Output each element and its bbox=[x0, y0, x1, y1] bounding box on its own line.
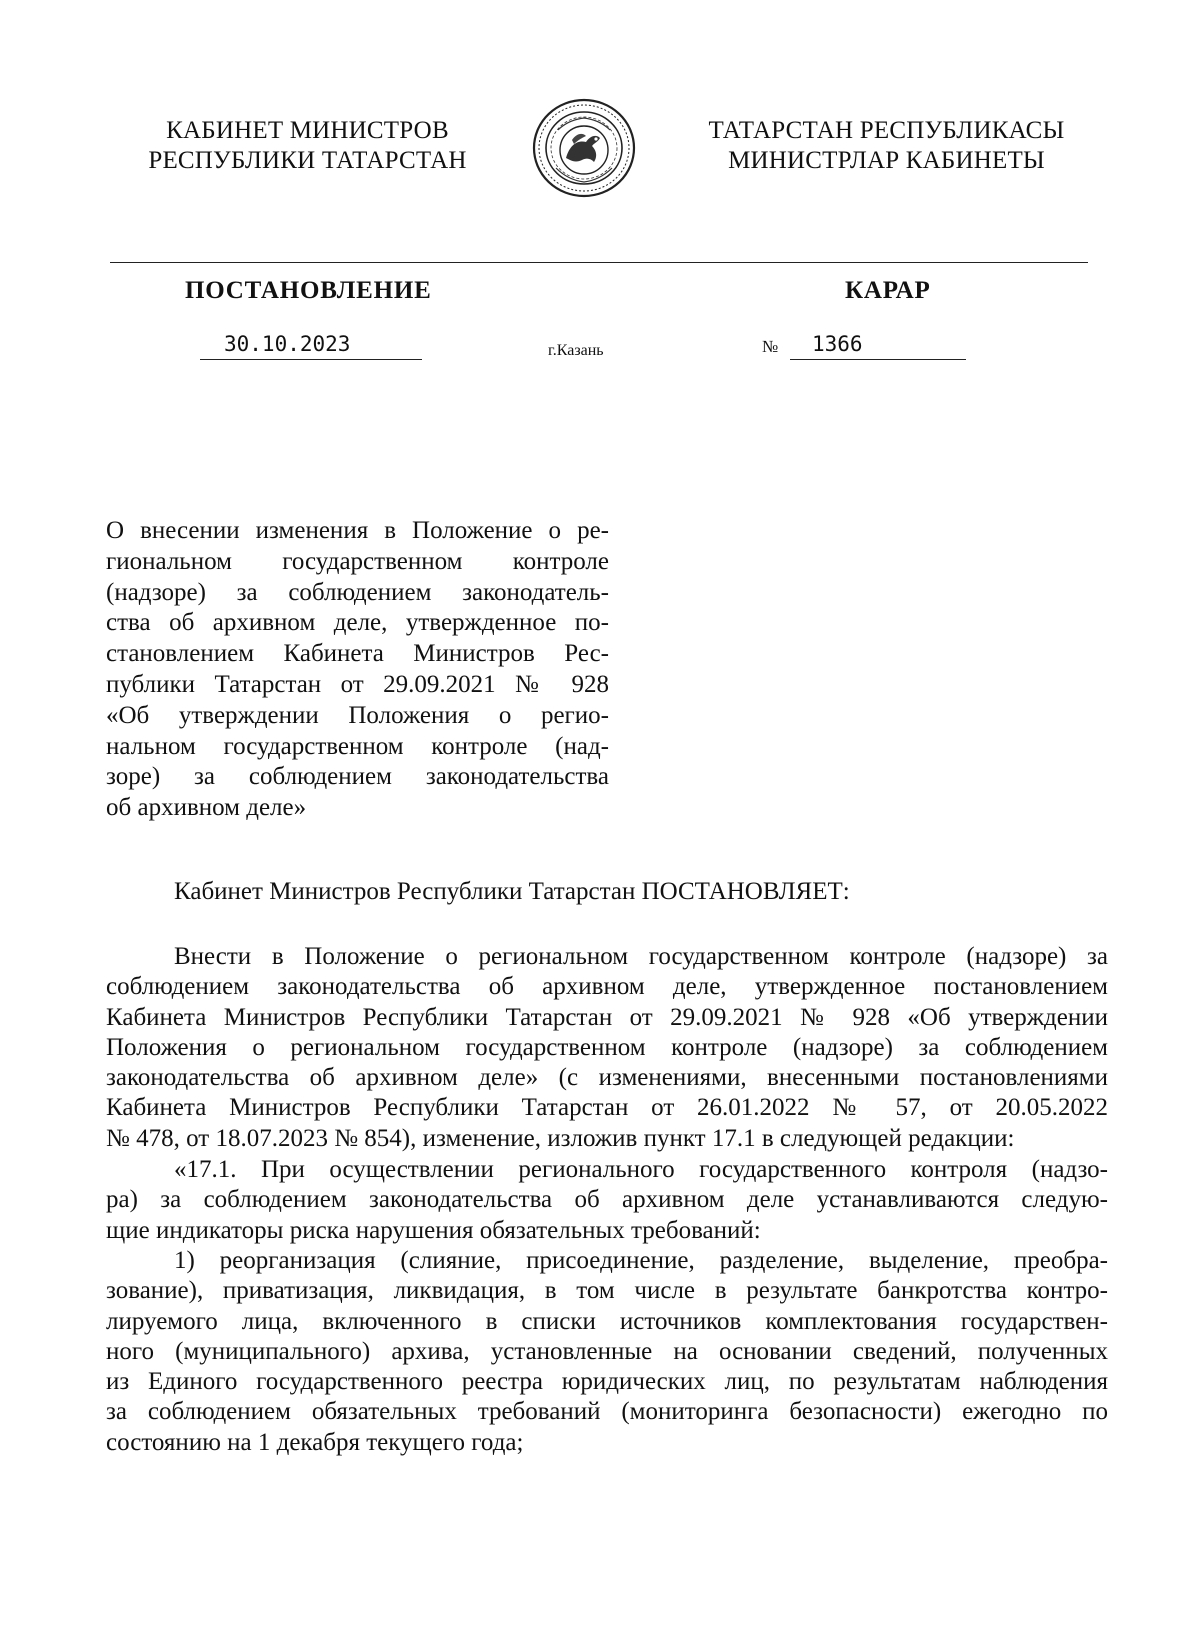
header-divider bbox=[110, 262, 1088, 263]
paragraph-line: из Единого государственного реестра юридических лиц, по результатам наблюдения bbox=[106, 1368, 1108, 1396]
paragraph-item-1 bbox=[106, 1246, 1108, 1458]
subject-line: О внесении изменения в Положение о ре- bbox=[106, 517, 609, 544]
paragraph-line: Кабинета Министров Республики Татарстан от 29.09.2021 № 928 «Об утверждении bbox=[106, 1003, 1108, 1031]
issuer-line: МИНИСТРЛАР КАБИНЕТЫ bbox=[728, 147, 1045, 174]
document-type-tatar: КАРАР bbox=[845, 277, 931, 304]
subject-line: зоре) за соблюдением законодательства bbox=[106, 763, 609, 791]
date-field bbox=[200, 333, 422, 360]
subject-line: гиональном государственном контроле bbox=[106, 547, 609, 575]
subject-line: ства об архивном деле, утвержденное по- bbox=[106, 609, 609, 637]
issuer-name-tatar bbox=[664, 116, 1109, 176]
document-type-russian: ПОСТАНОВЛЕНИЕ bbox=[185, 277, 432, 304]
subject-line: «Об утверждении Положения о регио- bbox=[106, 701, 609, 729]
subject-line: нальном государственном контроле (над- bbox=[106, 732, 609, 760]
paragraph-line: зование), приватизация, ликвидация, в том числе в результате банкротства контро- bbox=[106, 1277, 1108, 1305]
document-subject bbox=[106, 516, 609, 824]
paragraph-line: Внести в Положение о региональном государственном контроле (надзоре) за bbox=[174, 943, 1108, 970]
issuer-line: РЕСПУБЛИКИ ТАТАРСТАН bbox=[148, 147, 467, 174]
paragraph-amendment bbox=[106, 942, 1108, 1154]
paragraph-line: 1) реорганизация (слияние, присоединение, разделение, выделение, преобра- bbox=[174, 1247, 1108, 1274]
paragraph-line: ного (муниципального) архива, установленные на основании сведений, полученных bbox=[106, 1337, 1108, 1365]
paragraph-line: щие индикаторы риска нарушения обязательных требований: bbox=[106, 1216, 761, 1244]
issuer-name-russian bbox=[110, 116, 505, 176]
subject-line: публики Татарстан от 29.09.2021 № 928 bbox=[106, 670, 609, 698]
subject-line: об архивном деле» bbox=[106, 794, 307, 822]
paragraph-line: Кабинета Министров Республики Татарстан от 26.01.2022 № 57, от 20.05.2022 bbox=[106, 1094, 1108, 1122]
paragraph-line: ра) за соблюдением законодательства об архивном деле устанавливаются следую- bbox=[106, 1186, 1108, 1214]
paragraph-line: за соблюдением обязательных требований (мониторинга безопасности) ежегодно по bbox=[106, 1398, 1108, 1426]
paragraph-line: законодательства об архивном деле» (с изменениями, внесенными постановлениями bbox=[106, 1064, 1108, 1092]
preamble: Кабинет Министров Республики Татарстан ПОСТАНОВЛЯЕТ: bbox=[174, 878, 850, 905]
paragraph-line: № 478, от 18.07.2023 № 854), изменение, изложив пункт 17.1 в следующей редакции: bbox=[106, 1124, 1015, 1152]
city-label: г.Казань bbox=[548, 342, 604, 359]
number-label: № bbox=[762, 337, 779, 356]
issuer-line: КАБИНЕТ МИНИСТРОВ bbox=[166, 117, 449, 144]
paragraph-line: Положения о региональном государственном контроле (надзоре) за соблюдением bbox=[106, 1033, 1108, 1061]
coat-of-arms-seal-icon bbox=[528, 96, 640, 200]
paragraph-line: лируемого лица, включенного в списки источников комплектования государствен- bbox=[106, 1307, 1108, 1335]
subject-line: становлением Кабинета Министров Рес- bbox=[106, 640, 609, 668]
issuer-line: ТАТАРСТАН РЕСПУБЛИКАСЫ bbox=[708, 117, 1065, 144]
paragraph-line: соблюдением законодательства об архивном деле, утвержденное постановлением bbox=[106, 973, 1108, 1001]
subject-line: (надзоре) за соблюдением законодатель- bbox=[106, 578, 609, 606]
document-number: 1366 bbox=[812, 332, 863, 356]
document-date: 30.10.2023 bbox=[224, 332, 351, 356]
number-field bbox=[790, 333, 966, 360]
paragraph-clause-17-1 bbox=[106, 1155, 1108, 1246]
paragraph-line: «17.1. При осуществлении регионального государственного контроля (надзо- bbox=[174, 1156, 1108, 1183]
paragraph-line: состоянию на 1 декабря текущего года; bbox=[106, 1428, 524, 1456]
